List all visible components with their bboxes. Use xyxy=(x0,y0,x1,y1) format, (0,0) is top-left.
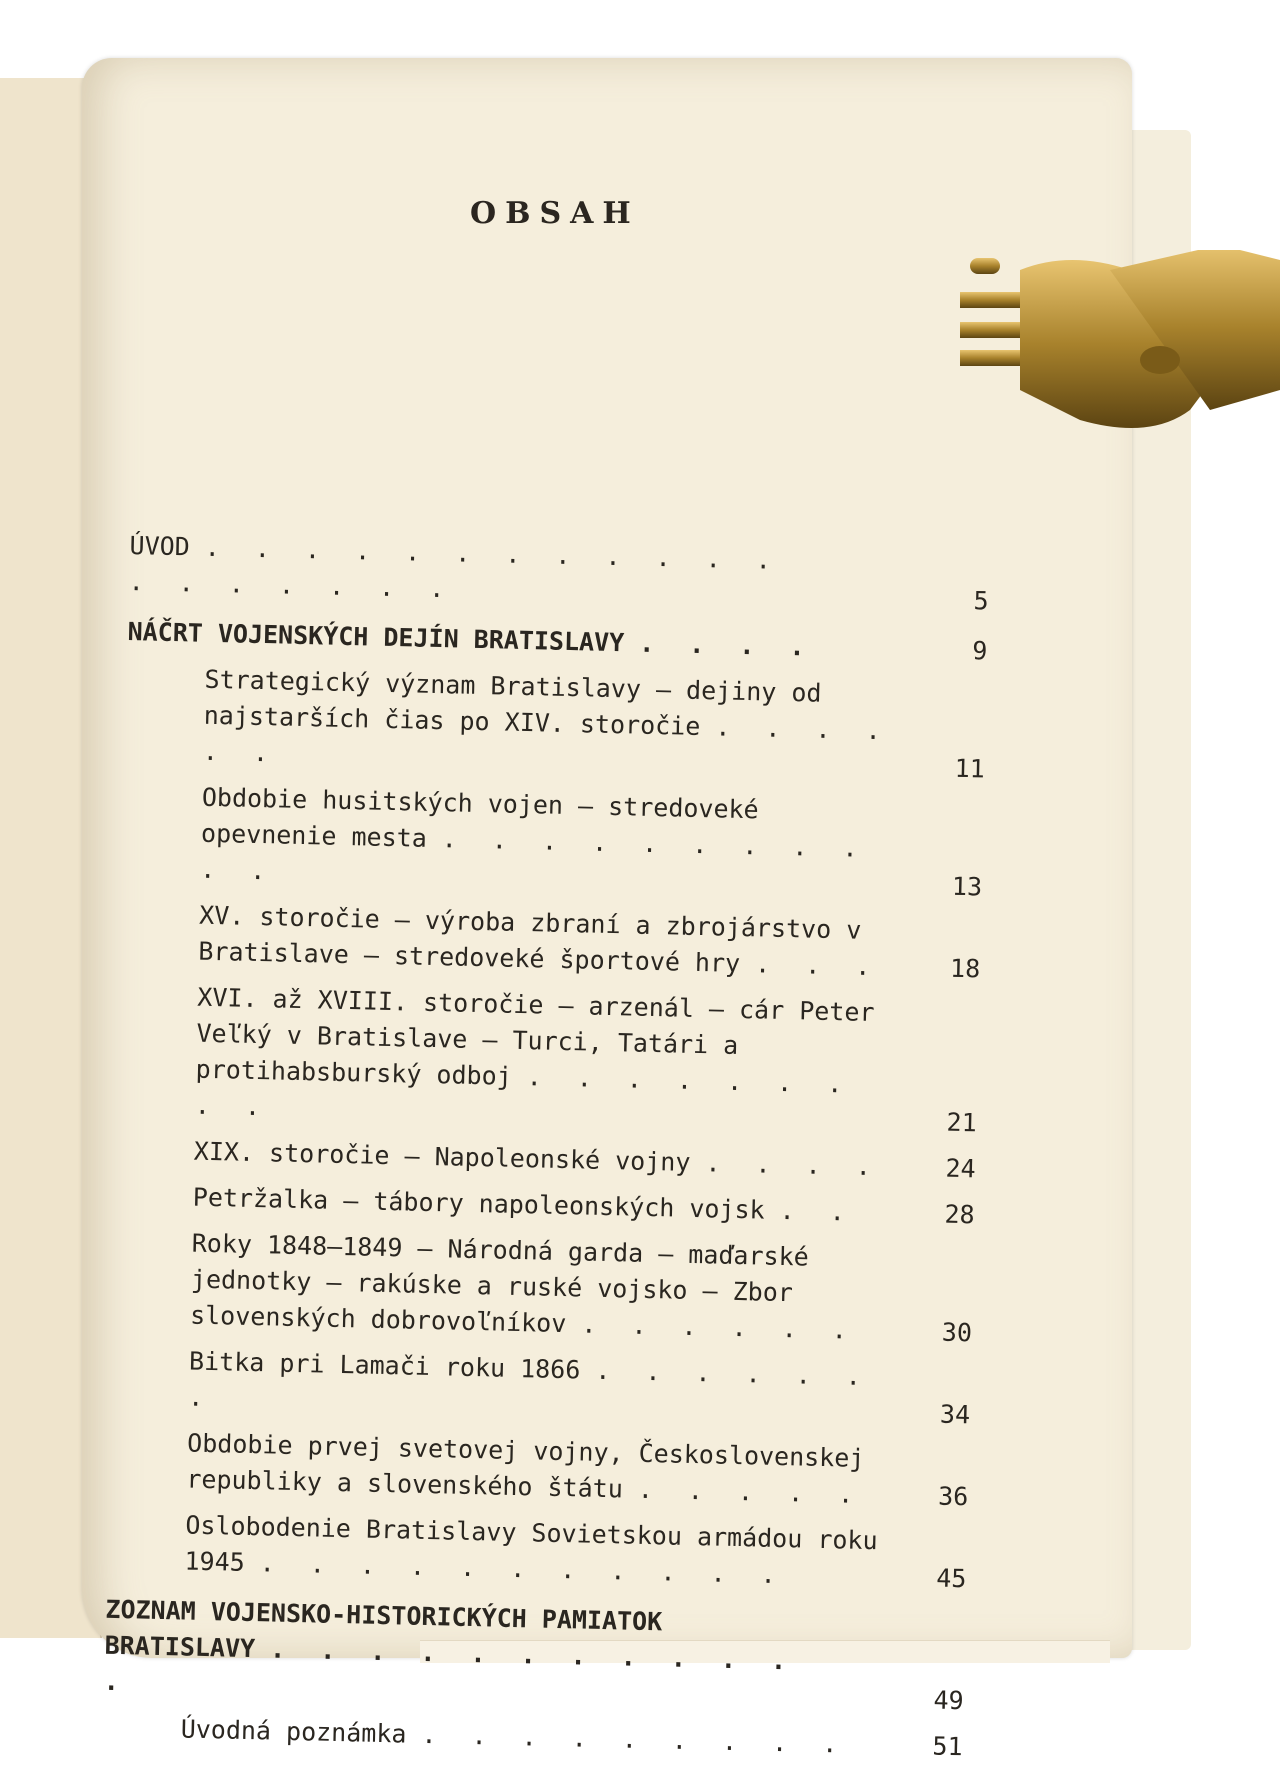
toc-entry xyxy=(125,660,987,787)
toc-page-number: 13 xyxy=(951,871,983,902)
toc-entry-title: XVI. až XVIII. storočie — arzenál — cár Peter Veľký v Bratislave — Turci, Tatári a protihabsburský odboj xyxy=(195,982,875,1091)
toc-entry-text xyxy=(190,1226,892,1350)
toc-entry xyxy=(102,1710,963,1766)
toc-entry-title: Bitka pri Lamači roku 1866 xyxy=(188,1346,581,1385)
toc-entry-text xyxy=(203,662,905,786)
toc-entry-text xyxy=(193,1134,894,1186)
toc-page-number: 45 xyxy=(935,1563,967,1594)
brass-hand-clip-icon xyxy=(960,250,1280,460)
toc-entry xyxy=(110,1342,971,1433)
toc-page-number: 34 xyxy=(939,1399,971,1430)
toc-leader-dots: . . . . . . . . . xyxy=(421,1719,848,1759)
toc-page-number: 11 xyxy=(954,753,986,784)
toc-entry xyxy=(127,614,988,670)
toc-entry xyxy=(120,896,981,987)
toc-page-number: 51 xyxy=(932,1731,963,1762)
toc-entry xyxy=(108,1424,969,1515)
toc-page-number: 18 xyxy=(949,953,981,984)
toc-entry-title: Oslobodenie Bratislavy Sovietskou armádou roku 1945 xyxy=(184,1510,878,1577)
toc-leader-dots: . . . . . xyxy=(637,1474,864,1509)
toc-entry xyxy=(115,1132,976,1188)
toc-entry xyxy=(114,1178,975,1234)
toc-entry-title: Roky 1848—1849 — Národná garda — maďarské jednotky — rakúske a ruské vojsko — Zbor slovenských dobrovoľníkov xyxy=(189,1228,810,1339)
toc-entry xyxy=(103,1592,965,1719)
toc-page-number: 28 xyxy=(944,1199,975,1230)
toc-leader-dots: . . xyxy=(779,1195,856,1227)
toc-entry-text xyxy=(103,1592,805,1716)
toc-page-number: 5 xyxy=(973,586,989,616)
toc-entry-text xyxy=(200,780,902,904)
toc-entry-title: Strategický význam Bratislavy — dejiny od najstarších čias po XIV. storočie xyxy=(203,664,822,741)
toc-leader-dots: . . . . . . xyxy=(581,1309,858,1345)
toc-entry-title: Obdobie prvej svetovej vojny, Československej republiky a slovenského štátu xyxy=(186,1428,865,1504)
toc-leader-dots: . . . . . . . . . . . . xyxy=(103,1634,797,1697)
toc-entry-title: Úvodná poznámka xyxy=(180,1714,407,1749)
toc-leader-dots: . . . . . . . . . xyxy=(194,1062,853,1122)
toc-entry-title: XV. storočie — výroba zbraní a zbrojárstvo v Bratislave — stredoveké športové hry xyxy=(198,900,862,978)
toc-entry-text xyxy=(192,1180,893,1232)
toc-leader-dots: . . . . xyxy=(638,628,815,662)
toc-entry xyxy=(112,1224,974,1351)
toc-entry-title: XIX. storočie — Napoleonské vojny xyxy=(193,1136,691,1177)
toc-entry-text xyxy=(180,1711,881,1763)
toc-page-number: 9 xyxy=(972,636,988,666)
toc-leader-dots: . . . . . . . . . . . . . . . . . . . xyxy=(128,532,782,604)
page-title: OBSAH xyxy=(470,196,640,231)
toc-page-number: 24 xyxy=(945,1153,977,1184)
toc-entry xyxy=(117,978,980,1141)
toc-page-number: 30 xyxy=(941,1317,973,1348)
toc-entry-title: NÁČRT VOJENSKÝCH DEJÍN BRATISLAVY xyxy=(127,616,625,658)
toc-entry xyxy=(122,778,984,905)
toc-entry-text xyxy=(128,528,829,616)
toc-entry-text xyxy=(188,1344,889,1432)
toc-entry-text xyxy=(186,1426,887,1514)
toc-page-number: 36 xyxy=(937,1481,969,1512)
toc-page-number: 21 xyxy=(946,1107,978,1138)
toc-leader-dots: . . . . xyxy=(705,1148,882,1182)
toc-entry-text xyxy=(127,614,828,666)
toc-entry-title: Petržalka — tábory napoleonských vojsk xyxy=(192,1182,765,1225)
toc-leader-dots: . . . xyxy=(754,949,881,982)
toc-entry-text xyxy=(195,980,898,1140)
toc-entry xyxy=(106,1506,967,1597)
toc-entry-text xyxy=(184,1508,885,1596)
toc-entry-title: ÚVOD xyxy=(129,530,191,562)
toc-entry-title: ZOZNAM VOJENSKO-HISTORICKÝCH PAMIATOK BRATISLAVY xyxy=(104,1594,663,1664)
toc-entry-title: Obdobie husitských vojen — stredoveké opevnenie mesta xyxy=(200,782,760,853)
toc-leader-dots: . . . . . . . xyxy=(187,1355,872,1413)
toc-entry-text xyxy=(198,898,899,986)
toc-leader-dots: . . . . . . xyxy=(202,712,892,768)
table-of-contents xyxy=(102,528,990,1775)
toc-leader-dots: . . . . . . . . . . . xyxy=(259,1548,787,1590)
toc-leader-dots: . . . . . . . . . . . xyxy=(199,824,868,886)
toc-page-number: 49 xyxy=(933,1685,964,1716)
